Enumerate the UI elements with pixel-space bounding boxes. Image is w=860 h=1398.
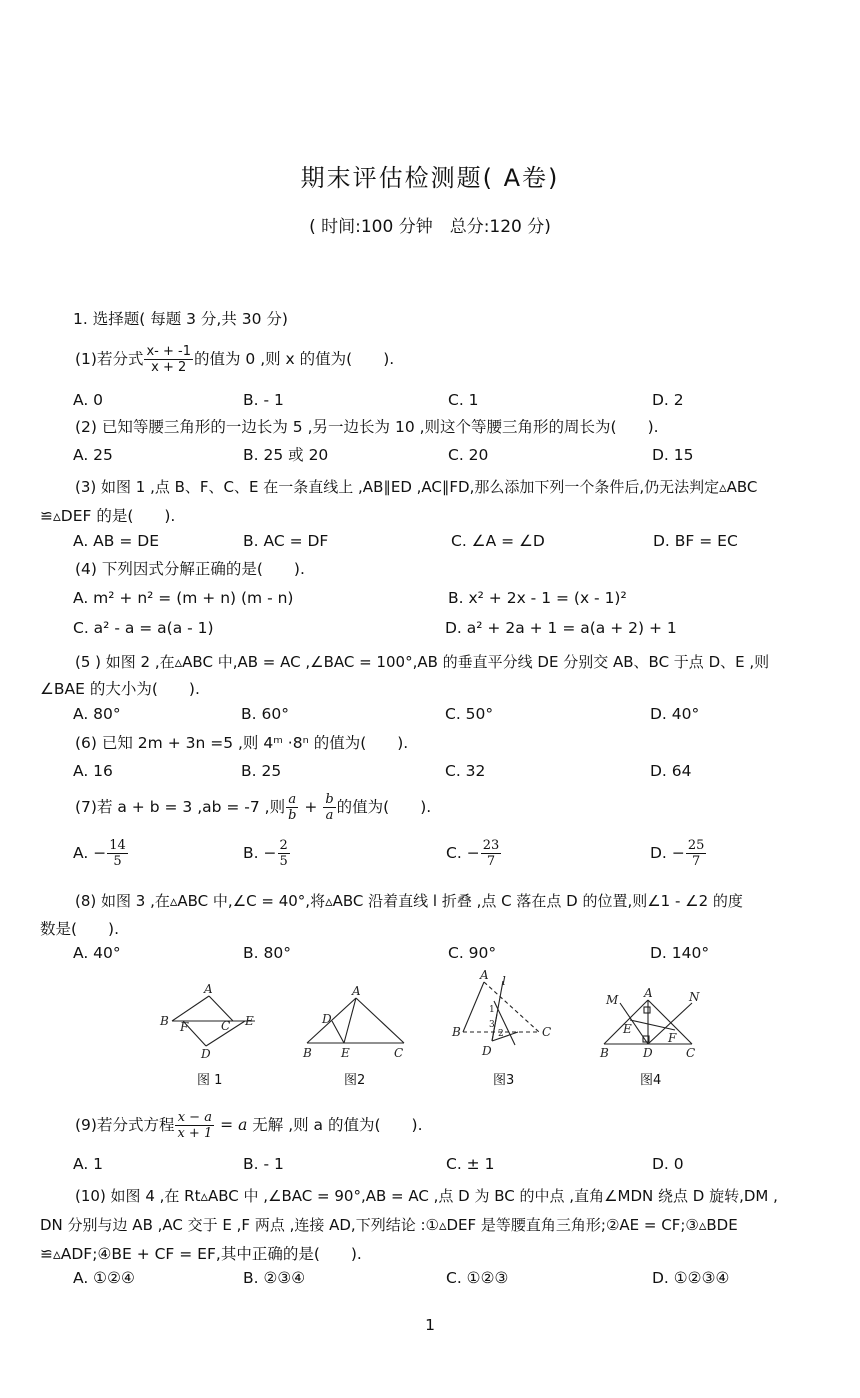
- section-heading: 1. 选择题( 每题 3 分,共 30 分): [73, 310, 288, 328]
- q3-option-a: A. AB = DE: [73, 532, 159, 550]
- q7-frac2-den: a: [325, 808, 334, 823]
- question-5-line-2: ∠BAE 的大小为( ).: [40, 680, 200, 698]
- q7-fraction-b-over-a: [323, 792, 335, 823]
- figures-row: [0, 965, 860, 1095]
- q7-c-num: 23: [482, 838, 500, 853]
- q9-numerator: x − a: [175, 1110, 214, 1126]
- q7-d-den: 7: [691, 854, 701, 869]
- q4-option-c: C. a² - a = a(a - 1): [73, 619, 214, 637]
- fig4-label-a: A: [644, 986, 653, 1000]
- q7-option-d: [650, 838, 707, 869]
- fig4-label-d: D: [643, 1046, 653, 1060]
- q5-option-d: D. 40°: [650, 705, 700, 723]
- q7-option-d-fraction: [686, 838, 707, 869]
- q7-option-d-label: D.: [650, 844, 667, 862]
- fig3-label-l: l: [502, 974, 506, 988]
- q9-denominator: x + 1: [177, 1126, 213, 1141]
- fig2-label-b: B: [303, 1046, 312, 1060]
- q7-option-d-minus: −: [671, 844, 685, 862]
- fig3-label-d: D: [482, 1044, 492, 1058]
- fig2-label-a: A: [352, 984, 361, 998]
- fig1-label-c: C: [221, 1019, 231, 1033]
- q2-option-b: B. 25 或 20: [243, 446, 329, 464]
- q9-suffix: 无解 ,则 a 的值为( ).: [252, 1116, 423, 1134]
- fig3-label-3: 3: [489, 1020, 495, 1030]
- question-9: [75, 1110, 423, 1141]
- question-6: (6) 已知 2m + 3n =5 ,则 4ᵐ ·8ⁿ 的值为( ).: [75, 734, 409, 752]
- fig1-label-d: D: [201, 1047, 211, 1061]
- fig2-label-e: E: [341, 1046, 350, 1060]
- q4-option-b: B. x² + 2x - 1 = (x - 1)²: [448, 589, 627, 607]
- q7-prefix: (7)若 a + b = 3 ,ab = -7 ,则: [75, 798, 286, 816]
- q1-numerator: x- + -1: [146, 344, 191, 359]
- q7-fraction-a-over-b: [286, 792, 298, 823]
- page-title: 期末评估检测题( A卷): [300, 164, 560, 192]
- q7-c-den: 7: [486, 854, 496, 869]
- q3-option-b: B. AC = DF: [243, 532, 329, 550]
- q7-frac1-num: a: [286, 792, 298, 808]
- question-4: (4) 下列因式分解正确的是( ).: [75, 560, 305, 578]
- q7-option-b-label: B.: [243, 844, 259, 862]
- q7-option-b: [243, 838, 291, 869]
- page-subtitle: ( 时间:100 分钟 总分:120 分): [309, 217, 551, 237]
- q1-prefix: (1)若分式: [75, 350, 144, 368]
- q5-option-a: A. 80°: [73, 705, 121, 723]
- question-7: [75, 792, 431, 823]
- q7-a-num: 14: [109, 838, 126, 853]
- q7-option-b-fraction: [278, 838, 290, 869]
- question-3-line-1: (3) 如图 1 ,点 B、F、C、E 在一条直线上 ,AB∥ED ,AC∥FD,那么添加下列一个条件后,仍无法判定▵ABC: [75, 478, 758, 496]
- q9-option-c: C. ± 1: [446, 1155, 495, 1173]
- q3-option-c: C. ∠A = ∠D: [451, 532, 545, 550]
- fig4-label-b: B: [600, 1046, 609, 1060]
- figure-1-caption: 图 1: [197, 1073, 223, 1088]
- question-1: [75, 344, 394, 375]
- fig3-label-a: A: [480, 968, 489, 982]
- q5-option-c: C. 50°: [445, 705, 494, 723]
- q9-equals: = a: [220, 1116, 248, 1134]
- fig1-label-b: B: [160, 1014, 169, 1028]
- figure-3-caption: 图3: [493, 1073, 515, 1088]
- q2-option-d: D. 15: [652, 446, 694, 464]
- q1-denominator: x + 2: [151, 360, 187, 375]
- q7-option-c-minus: −: [466, 844, 480, 862]
- fig3-label-c: C: [542, 1025, 552, 1039]
- q6-option-a: A. 16: [73, 762, 113, 780]
- q1-option-a: A. 0: [73, 391, 104, 409]
- q9-fraction: [175, 1110, 214, 1141]
- q1-fraction: [144, 344, 193, 375]
- q10-option-c: C. ①②③: [446, 1269, 509, 1287]
- q10-option-d: D. ①②③④: [652, 1269, 730, 1287]
- figure-2-caption: 图2: [344, 1073, 366, 1088]
- q7-option-c-label: C.: [446, 844, 462, 862]
- page-number: 1: [425, 1316, 435, 1334]
- fig1-label-f: F: [180, 1020, 189, 1034]
- q1-suffix: 的值为 0 ,则 x 的值为( ).: [193, 350, 395, 368]
- fig3-label-b: B: [452, 1025, 461, 1039]
- q9-option-b: B. - 1: [243, 1155, 284, 1173]
- q1-option-b: B. - 1: [243, 391, 284, 409]
- q7-option-a-minus: −: [93, 844, 107, 862]
- fig4-label-m: M: [606, 993, 619, 1007]
- fig4-label-e: E: [623, 1022, 632, 1036]
- q7-suffix: 的值为( ).: [336, 798, 432, 816]
- q7-a-den: 5: [113, 854, 122, 869]
- q4-option-d: D. a² + 2a + 1 = a(a + 2) + 1: [445, 619, 677, 637]
- q8-option-a: A. 40°: [73, 944, 121, 962]
- question-3-line-2: ≌▵DEF 的是( ).: [40, 507, 176, 525]
- question-2: (2) 已知等腰三角形的一边长为 5 ,另一边长为 10 ,则这个等腰三角形的周长为( ).: [75, 418, 659, 436]
- q9-option-a: A. 1: [73, 1155, 104, 1173]
- fig1-label-e: E: [245, 1014, 254, 1028]
- q6-option-d: D. 64: [650, 762, 692, 780]
- fig2-label-d: D: [322, 1012, 332, 1026]
- question-10-line-3: ≌▵ADF;④BE + CF = EF,其中正确的是( ).: [40, 1245, 362, 1263]
- q8-option-b: B. 80°: [243, 944, 291, 962]
- q9-prefix: (9)若分式方程: [75, 1116, 175, 1134]
- fig3-label-2: 2: [498, 1029, 504, 1039]
- q9-option-d: D. 0: [652, 1155, 684, 1173]
- q4-option-a: A. m² + n² = (m + n) (m - n): [73, 589, 294, 607]
- fig1-label-a: A: [204, 982, 213, 996]
- q7-option-b-minus: −: [263, 844, 277, 862]
- q7-option-a: [73, 838, 129, 869]
- question-5-line-1: (5 ) 如图 2 ,在▵ABC 中,AB = AC ,∠BAC = 100°,AB 的垂直平分线 DE 分别交 AB、BC 于点 D、E ,则: [75, 653, 770, 671]
- q7-plus: +: [304, 798, 318, 816]
- q7-d-num: 25: [687, 838, 705, 853]
- q7-frac2-num: b: [325, 792, 334, 807]
- q7-option-c: [446, 838, 502, 869]
- fig4-label-f: F: [668, 1031, 677, 1045]
- q6-option-c: C. 32: [445, 762, 486, 780]
- figure-4-caption: 图4: [640, 1073, 662, 1088]
- q10-option-b: B. ②③④: [243, 1269, 306, 1287]
- q8-option-c: C. 90°: [448, 944, 497, 962]
- q7-option-a-label: A.: [73, 844, 89, 862]
- fig3-label-1: 1: [489, 1005, 495, 1015]
- fig4-label-c: C: [686, 1046, 696, 1060]
- q1-option-c: C. 1: [448, 391, 479, 409]
- q7-b-num: 2: [279, 838, 288, 853]
- q2-option-c: C. 20: [448, 446, 489, 464]
- question-8-line-1: (8) 如图 3 ,在▵ABC 中,∠C = 40°,将▵ABC 沿着直线 l 折叠 ,点 C 落在点 D 的位置,则∠1 - ∠2 的度: [75, 892, 743, 910]
- q7-option-a-fraction: [107, 838, 128, 869]
- fig4-label-n: N: [689, 990, 700, 1004]
- q5-option-b: B. 60°: [241, 705, 289, 723]
- question-10-line-1: (10) 如图 4 ,在 Rt▵ABC 中 ,∠BAC = 90°,AB = AC ,点 D 为 BC 的中点 ,直角∠MDN 绕点 D 旋转,DM ,: [75, 1187, 778, 1205]
- question-8-line-2: 数是( ).: [40, 920, 120, 938]
- q2-option-a: A. 25: [73, 446, 113, 464]
- q10-option-a: A. ①②④: [73, 1269, 135, 1287]
- q7-option-c-fraction: [481, 838, 502, 869]
- q6-option-b: B. 25: [241, 762, 282, 780]
- q7-b-den: 5: [279, 854, 288, 869]
- fig2-label-c: C: [394, 1046, 404, 1060]
- q3-option-d: D. BF = EC: [653, 532, 738, 550]
- question-10-line-2: DN 分别与边 AB ,AC 交于 E ,F 两点 ,连接 AD,下列结论 :①▵DEF 是等腰直角三角形;②AE = CF;③▵BDE: [40, 1216, 738, 1234]
- q7-frac1-den: b: [288, 808, 297, 823]
- q8-option-d: D. 140°: [650, 944, 710, 962]
- q1-option-d: D. 2: [652, 391, 684, 409]
